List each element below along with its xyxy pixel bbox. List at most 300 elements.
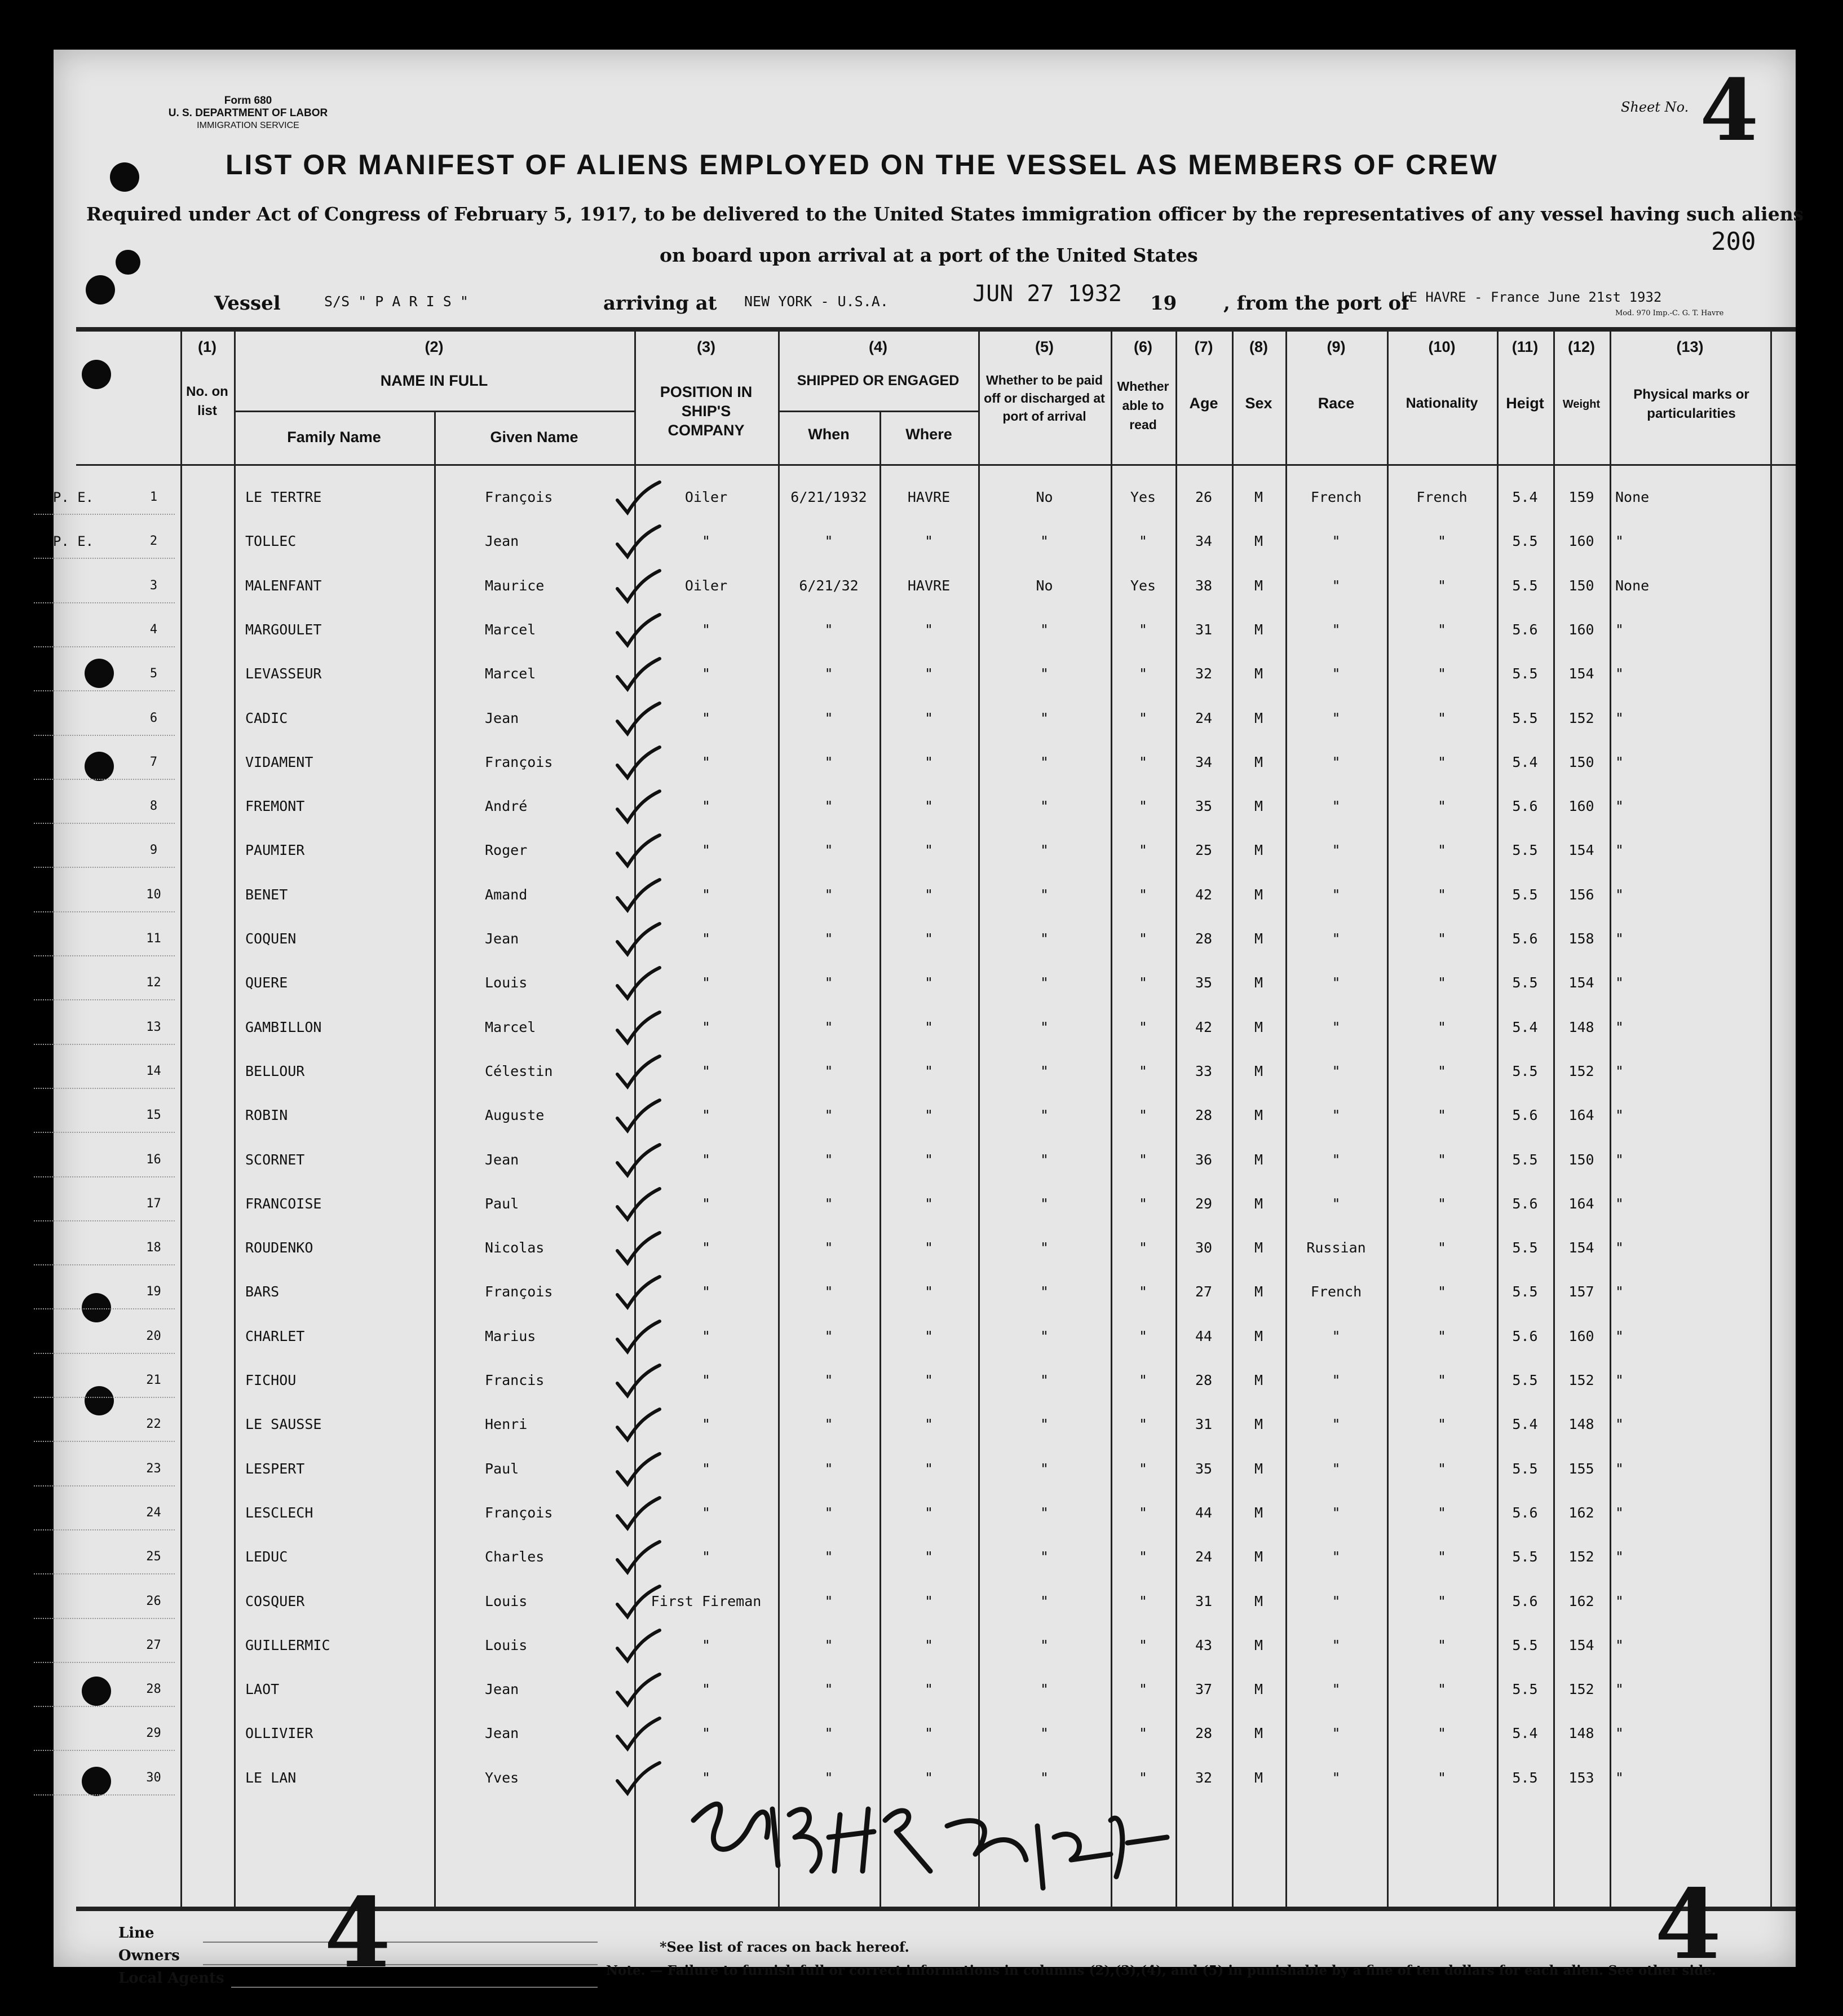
cell-no: 12: [146, 976, 161, 990]
cell-where: ": [924, 974, 934, 991]
table-row: [54, 1005, 1796, 1049]
cell-race: ": [1332, 1504, 1341, 1521]
cell-paid: ": [1040, 753, 1049, 770]
cell-weight: 156: [1568, 886, 1594, 903]
cell-when: ": [824, 753, 833, 770]
cell-height: 5.4: [1512, 1416, 1538, 1433]
cell-where: ": [924, 665, 934, 682]
cell-sex: M: [1254, 886, 1263, 903]
cell-read: ": [1138, 1239, 1148, 1256]
cell-sex: M: [1254, 1592, 1263, 1609]
cell-family: GUILLERMIC: [245, 1636, 330, 1653]
cell-weight: 148: [1568, 1018, 1594, 1035]
cell-given: Henri: [485, 1416, 528, 1433]
cell-paid: ": [1040, 1018, 1049, 1035]
check-mark-icon: [612, 1537, 662, 1577]
cell-position: ": [701, 1107, 711, 1124]
cell-read: ": [1138, 1107, 1148, 1124]
cell-age: 28: [1195, 930, 1213, 947]
cell-weight: 158: [1568, 930, 1594, 947]
cell-no: 5: [149, 667, 158, 681]
cell-marks: ": [1615, 886, 1624, 903]
cell-read: ": [1138, 1416, 1148, 1433]
cell-paid: ": [1040, 1592, 1049, 1609]
cell-margin: [31, 1491, 116, 1535]
cell-nationality: ": [1437, 1327, 1447, 1344]
cell-where: ": [924, 842, 934, 859]
cell-marks: ": [1615, 1195, 1624, 1212]
cell-height: 5.5: [1512, 1549, 1538, 1565]
cell-family: QUERE: [245, 974, 288, 991]
cell-position: ": [701, 1636, 711, 1653]
cell-family: COQUEN: [245, 930, 297, 947]
cell-family: TOLLEC: [245, 533, 297, 550]
cell-height: 5.6: [1512, 1327, 1538, 1344]
subtitle-line-2: on board upon arrival at a port of the United States: [660, 244, 1198, 266]
penalty-note: Note. — Failure to furnish full or correct informations in columns (2),(3),(4), and (5) in punishable by a fine of ten dollars for each alien. See other side.: [606, 1963, 1716, 1978]
cell-sex: M: [1254, 1460, 1263, 1477]
cell-age: 32: [1195, 1769, 1213, 1786]
table-row: [54, 1270, 1796, 1314]
cell-no: 10: [146, 887, 161, 902]
cell-no: 25: [146, 1550, 161, 1564]
cell-weight: 154: [1568, 1239, 1594, 1256]
cell-when: ": [824, 1504, 833, 1521]
cell-position: ": [701, 1416, 711, 1433]
check-mark-icon: [612, 1228, 662, 1268]
col-9-number: (9): [1327, 338, 1346, 355]
cell-height: 5.5: [1512, 1239, 1538, 1256]
cell-marks: None: [1615, 577, 1650, 594]
cell-given: Paul: [485, 1460, 519, 1477]
cell-age: 24: [1195, 1549, 1213, 1565]
cell-where: ": [924, 1283, 934, 1300]
cell-read: ": [1138, 1372, 1148, 1388]
cell-position: ": [701, 1769, 711, 1786]
cell-given: Marcel: [485, 621, 536, 638]
cell-where: ": [924, 533, 934, 550]
cell-race: ": [1332, 533, 1341, 550]
cell-read: ": [1138, 1681, 1148, 1698]
cell-family: FREMONT: [245, 798, 305, 815]
cell-race: ": [1332, 974, 1341, 991]
cell-height: 5.5: [1512, 842, 1538, 859]
check-mark-icon: [612, 699, 662, 738]
vessel-name: S/S " P A R I S ": [324, 293, 469, 310]
cell-family: CHARLET: [245, 1327, 305, 1344]
cell-age: 25: [1195, 842, 1213, 859]
cell-weight: 162: [1568, 1504, 1594, 1521]
cell-read: ": [1138, 1592, 1148, 1609]
col-7-number: (7): [1194, 338, 1213, 355]
cell-nationality: ": [1437, 665, 1447, 682]
cell-paid: ": [1040, 1062, 1049, 1079]
cell-no: 3: [149, 578, 158, 593]
col-8-label: Sex: [1245, 395, 1272, 412]
cell-race: ": [1332, 886, 1341, 903]
check-mark-icon: [612, 1052, 662, 1091]
cell-marks: ": [1615, 842, 1624, 859]
cell-height: 5.6: [1512, 798, 1538, 815]
cell-age: 35: [1195, 1460, 1213, 1477]
cell-read: ": [1138, 1725, 1148, 1742]
cell-race: ": [1332, 1062, 1341, 1079]
check-mark-icon: [612, 1582, 662, 1621]
cell-given: André: [485, 798, 528, 815]
cell-weight: 160: [1568, 1327, 1594, 1344]
cell-paid: ": [1040, 533, 1049, 550]
cell-given: Auguste: [485, 1107, 545, 1124]
cell-weight: 148: [1568, 1416, 1594, 1433]
col-10-label: Nationality: [1406, 395, 1478, 411]
cell-height: 5.6: [1512, 1195, 1538, 1212]
cell-position: ": [701, 1239, 711, 1256]
cell-given: Jean: [485, 930, 519, 947]
check-mark-icon: [612, 743, 662, 782]
margin-rule: [34, 823, 175, 824]
margin-rule: [34, 1397, 175, 1398]
cell-age: 44: [1195, 1504, 1213, 1521]
cell-sex: M: [1254, 665, 1263, 682]
cell-no: 4: [149, 622, 158, 637]
cell-marks: ": [1615, 1062, 1624, 1079]
margin-rule: [34, 999, 175, 1000]
cell-family: BELLOUR: [245, 1062, 305, 1079]
table-row: [54, 1580, 1796, 1624]
cell-paid: ": [1040, 1195, 1049, 1212]
cell-read: ": [1138, 1636, 1148, 1653]
cell-marks: ": [1615, 1681, 1624, 1698]
margin-rule: [34, 1264, 175, 1265]
cell-where: ": [924, 621, 934, 638]
line-label: Line: [118, 1925, 154, 1942]
table-row: [54, 1358, 1796, 1402]
cell-no: 19: [146, 1285, 161, 1299]
cell-margin: [31, 1049, 116, 1093]
cell-height: 5.4: [1512, 489, 1538, 505]
owners-label: Owners: [118, 1947, 180, 1964]
margin-rule: [34, 1485, 175, 1486]
cell-margin: [31, 740, 116, 784]
margin-rule: [34, 867, 175, 868]
cell-where: HAVRE: [907, 489, 951, 505]
cell-when: ": [824, 1769, 833, 1786]
cell-where: ": [924, 1372, 934, 1388]
cell-position: ": [701, 886, 711, 903]
cell-sex: M: [1254, 1549, 1263, 1565]
cell-age: 32: [1195, 665, 1213, 682]
cell-position: ": [701, 1504, 711, 1521]
cell-sex: M: [1254, 1725, 1263, 1742]
cell-where: ": [924, 1018, 934, 1035]
cell-marks: ": [1615, 1504, 1624, 1521]
form-number: Form 680: [224, 95, 272, 107]
cell-height: 5.6: [1512, 1504, 1538, 1521]
cell-nationality: ": [1437, 1239, 1447, 1256]
cell-when: ": [824, 1725, 833, 1742]
cell-race: ": [1332, 930, 1341, 947]
col-3-label: POSITION IN SHIP'S COMPANY: [660, 383, 753, 439]
cell-nationality: French: [1416, 489, 1468, 505]
cell-marks: ": [1615, 1460, 1624, 1477]
cell-no: 1: [149, 490, 158, 504]
date-stamp: JUN 27 1932: [973, 281, 1122, 307]
cell-no: 7: [149, 755, 158, 769]
cell-sex: M: [1254, 1107, 1263, 1124]
cell-when: ": [824, 621, 833, 638]
cell-family: GAMBILLON: [245, 1018, 322, 1035]
cell-paid: ": [1040, 1504, 1049, 1521]
cell-weight: 148: [1568, 1725, 1594, 1742]
cell-given: Jean: [485, 1151, 519, 1168]
cell-where: ": [924, 1416, 934, 1433]
margin-rule: [34, 1220, 175, 1221]
check-mark-icon: [612, 875, 662, 915]
cell-age: 42: [1195, 886, 1213, 903]
cell-height: 5.5: [1512, 1283, 1538, 1300]
col-1-number: (1): [198, 338, 216, 355]
cell-no: 8: [149, 799, 158, 814]
cell-paid: ": [1040, 798, 1049, 815]
cell-no: 16: [146, 1152, 161, 1167]
cell-no: 13: [146, 1020, 161, 1034]
cell-read: ": [1138, 1327, 1148, 1344]
cell-age: 26: [1195, 489, 1213, 505]
sheet-label: Sheet No.: [1621, 99, 1689, 115]
cell-position: ": [701, 1283, 711, 1300]
table-row: [54, 608, 1796, 652]
col-6-number: (6): [1134, 338, 1152, 355]
cell-sex: M: [1254, 1416, 1263, 1433]
cell-age: 33: [1195, 1062, 1213, 1079]
cell-where: ": [924, 1327, 934, 1344]
header-bottom-rule: [76, 464, 1796, 466]
cell-position: ": [701, 621, 711, 638]
col-1-label: No. on list: [186, 384, 228, 418]
check-mark-icon: [612, 478, 662, 517]
cell-age: 31: [1195, 621, 1213, 638]
cell-weight: 155: [1568, 1460, 1594, 1477]
cell-nationality: ": [1437, 1062, 1447, 1079]
cell-marks: ": [1615, 1018, 1624, 1035]
cell-sex: M: [1254, 842, 1263, 859]
cell-paid: ": [1040, 974, 1049, 991]
cell-family: LE SAUSSE: [245, 1416, 322, 1433]
cell-given: Louis: [485, 974, 528, 991]
col-7-label: Age: [1189, 395, 1218, 412]
cell-family: COSQUER: [245, 1592, 305, 1609]
cell-no: 11: [146, 932, 161, 946]
cell-position: Oiler: [684, 489, 728, 505]
check-mark-icon: [612, 566, 662, 606]
cell-margin: [31, 1756, 116, 1800]
cell-position: ": [701, 753, 711, 770]
cell-no: 23: [146, 1461, 161, 1476]
cell-given: Louis: [485, 1636, 528, 1653]
cell-where: ": [924, 798, 934, 815]
cell-read: ": [1138, 1769, 1148, 1786]
table-row: [54, 1447, 1796, 1491]
cell-sex: M: [1254, 1504, 1263, 1521]
cell-paid: ": [1040, 886, 1049, 903]
cell-weight: 154: [1568, 665, 1594, 682]
cell-where: ": [924, 1636, 934, 1653]
departure-port: LE HAVRE - France June 21st 1932: [1401, 289, 1662, 305]
cell-given: Jean: [485, 1725, 519, 1742]
cell-marks: ": [1615, 1549, 1624, 1565]
cell-paid: ": [1040, 930, 1049, 947]
cell-sex: M: [1254, 1769, 1263, 1786]
cell-marks: ": [1615, 1725, 1624, 1742]
cell-family: BARS: [245, 1283, 280, 1300]
cell-race: ": [1332, 1549, 1341, 1565]
cell-read: Yes: [1130, 577, 1156, 594]
table-row: [54, 740, 1796, 784]
cell-weight: 150: [1568, 753, 1594, 770]
cell-no: 17: [146, 1196, 161, 1211]
cell-race: ": [1332, 1769, 1341, 1786]
margin-rule: [34, 1088, 175, 1089]
punch-hole: [116, 250, 140, 275]
cell-position: ": [701, 665, 711, 682]
cell-marks: ": [1615, 1592, 1624, 1609]
col-12-label: Weight: [1562, 398, 1601, 411]
check-mark-icon: [612, 1361, 662, 1400]
cell-race: ": [1332, 1018, 1341, 1035]
cell-nationality: ": [1437, 621, 1447, 638]
cell-read: ": [1138, 1018, 1148, 1035]
cell-nationality: ": [1437, 974, 1447, 991]
cell-weight: 160: [1568, 621, 1594, 638]
cell-paid: ": [1040, 1636, 1049, 1653]
cell-given: Jean: [485, 533, 519, 550]
shipped-subheader-rule: [778, 411, 978, 412]
cell-paid: ": [1040, 1107, 1049, 1124]
cell-margin: [31, 1314, 116, 1358]
cell-weight: 157: [1568, 1283, 1594, 1300]
cell-height: 5.5: [1512, 1681, 1538, 1698]
cell-sex: M: [1254, 753, 1263, 770]
table-row: [54, 1711, 1796, 1755]
cell-race: ": [1332, 577, 1341, 594]
cell-height: 5.5: [1512, 1372, 1538, 1388]
cell-when: ": [824, 709, 833, 726]
col-4-number: (4): [869, 338, 887, 355]
check-mark-icon: [612, 1758, 662, 1798]
cell-family: MARGOULET: [245, 621, 322, 638]
table-row: [54, 1093, 1796, 1137]
cell-height: 5.6: [1512, 621, 1538, 638]
cell-position: ": [701, 1195, 711, 1212]
cell-margin: [31, 873, 116, 917]
cell-when: ": [824, 1107, 833, 1124]
cell-marks: None: [1615, 489, 1650, 505]
cell-when: ": [824, 798, 833, 815]
cell-read: ": [1138, 1460, 1148, 1477]
cell-marks: ": [1615, 1372, 1624, 1388]
cell-race: ": [1332, 1195, 1341, 1212]
cell-race: ": [1332, 1592, 1341, 1609]
cell-read: ": [1138, 665, 1148, 682]
cell-age: 35: [1195, 974, 1213, 991]
cell-marks: ": [1615, 1283, 1624, 1300]
cell-marks: ": [1615, 709, 1624, 726]
cell-family: ROUDENKO: [245, 1239, 313, 1256]
cell-nationality: ": [1437, 1769, 1447, 1786]
cell-where: HAVRE: [907, 577, 951, 594]
cell-family: OLLIVIER: [245, 1725, 313, 1742]
cell-nationality: ": [1437, 1195, 1447, 1212]
cell-height: 5.6: [1512, 930, 1538, 947]
cell-marks: ": [1615, 621, 1624, 638]
cell-marks: ": [1615, 1416, 1624, 1433]
cell-paid: ": [1040, 1327, 1049, 1344]
table-row: [54, 917, 1796, 961]
cell-height: 5.4: [1512, 1018, 1538, 1035]
printer-note: Mod. 970 Imp.-C. G. T. Havre: [1615, 309, 1724, 317]
table-row: [54, 519, 1796, 563]
cell-margin: [31, 1138, 116, 1182]
cell-age: 43: [1195, 1636, 1213, 1653]
cell-no: 27: [146, 1638, 161, 1652]
cell-when: ": [824, 1636, 833, 1653]
check-mark-icon: [612, 1449, 662, 1489]
cell-nationality: ": [1437, 798, 1447, 815]
cell-paid: ": [1040, 1239, 1049, 1256]
cell-where: ": [924, 709, 934, 726]
cell-height: 5.5: [1512, 1151, 1538, 1168]
cell-position: ": [701, 974, 711, 991]
cell-paid: ": [1040, 1372, 1049, 1388]
cell-when: ": [824, 1195, 833, 1212]
cell-weight: 152: [1568, 1372, 1594, 1388]
cell-nationality: ": [1437, 1460, 1447, 1477]
col-10-number: (10): [1428, 338, 1456, 355]
cell-race: ": [1332, 842, 1341, 859]
cell-sex: M: [1254, 930, 1263, 947]
cell-marks: ": [1615, 753, 1624, 770]
cell-sex: M: [1254, 533, 1263, 550]
cell-family: LEDUC: [245, 1549, 288, 1565]
cell-position: ": [701, 709, 711, 726]
check-mark-icon: [612, 1140, 662, 1180]
cell-margin: [31, 652, 116, 696]
cell-family: LESPERT: [245, 1460, 305, 1477]
departure-port-label: , from the port of: [1223, 292, 1409, 315]
cell-where: ": [924, 886, 934, 903]
col-13-number: (13): [1676, 338, 1704, 355]
cell-sex: M: [1254, 621, 1263, 638]
cell-race: ": [1332, 709, 1341, 726]
cell-margin: [31, 564, 116, 608]
department-name: U. S. DEPARTMENT OF LABOR: [168, 107, 328, 119]
check-mark-icon: [612, 654, 662, 694]
cell-no: 29: [146, 1726, 161, 1741]
cell-age: 30: [1195, 1239, 1213, 1256]
cell-height: 5.5: [1512, 709, 1538, 726]
cell-race: ": [1332, 1416, 1341, 1433]
cell-margin: [31, 696, 116, 740]
cell-margin: [31, 608, 116, 652]
cell-no: 15: [146, 1108, 161, 1123]
cell-position: ": [701, 930, 711, 947]
arrival-port: NEW YORK - U.S.A.: [744, 293, 889, 310]
table-row: [54, 652, 1796, 696]
cell-sex: M: [1254, 577, 1263, 594]
cell-margin: [31, 1226, 116, 1270]
cell-nationality: ": [1437, 1504, 1447, 1521]
races-note: *See list of races on back hereof.: [660, 1939, 909, 1955]
